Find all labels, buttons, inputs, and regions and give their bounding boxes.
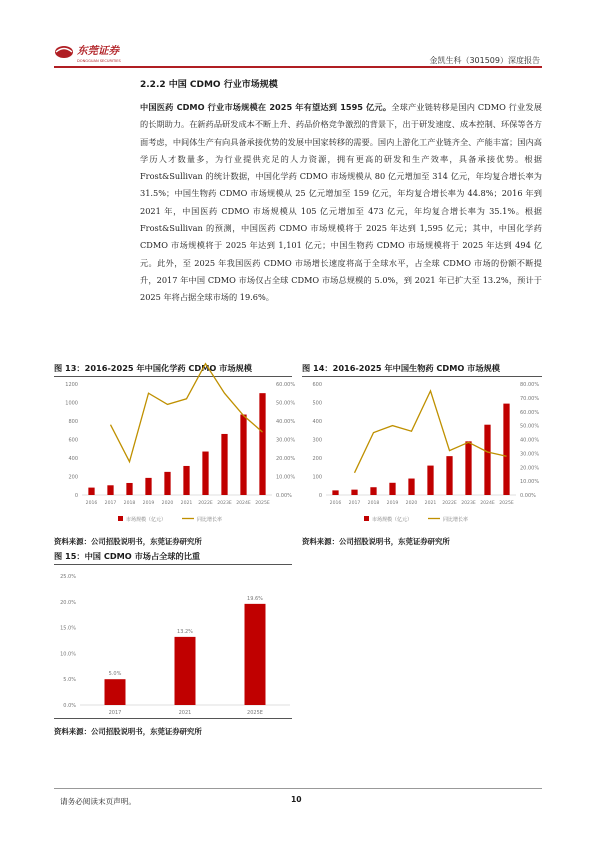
- y-tick-label: 0.0%: [63, 703, 76, 709]
- body-paragraph: [140, 99, 542, 307]
- header-divider: [54, 66, 542, 68]
- bar: [503, 404, 509, 495]
- figure-14-rule: [302, 376, 542, 377]
- x-tick-label: 2020: [405, 501, 418, 506]
- legend-swatch-bar: [364, 516, 369, 521]
- footer-disclaimer: 请务必阅读末页声明。: [60, 797, 136, 806]
- bar: [202, 452, 208, 495]
- y-left-tick-label: 600: [68, 437, 78, 444]
- y-left-tick-label: 0: [74, 493, 78, 499]
- figure-15-rule: [54, 564, 292, 565]
- figure-15-title: 图 15：中国 CDMO 市场占全球的比重: [54, 551, 201, 561]
- bar: [240, 415, 246, 495]
- y-left-tick-label: 600: [312, 382, 322, 388]
- legend-label-bar: 市场规模（亿元）: [126, 517, 167, 523]
- legend-swatch-bar: [118, 516, 123, 521]
- x-tick-label: 2024E: [480, 501, 495, 506]
- y-tick-label: 10.0%: [60, 651, 76, 658]
- x-tick-label: 2018: [123, 501, 136, 506]
- footer-divider: [54, 788, 542, 789]
- report-title: 金凯生科（301509）深度报告: [429, 56, 540, 65]
- bar: [183, 466, 189, 495]
- figure-13-title: 图 13：2016-2025 年中国化学药 CDMO 市场规模: [54, 363, 252, 373]
- bar: [107, 485, 113, 495]
- y-left-tick-label: 200: [312, 456, 322, 462]
- y-right-tick-label: 10.00%: [520, 479, 540, 486]
- bar: [245, 604, 266, 705]
- y-tick-label: 25.0%: [60, 574, 76, 580]
- figure-13-header: [54, 363, 292, 377]
- x-tick-label: 2016: [85, 501, 98, 506]
- bar-value-label: 19.6%: [247, 595, 263, 602]
- legend-label-line: 同比增长率: [197, 517, 223, 523]
- y-right-tick-label: 40.00%: [276, 419, 296, 425]
- x-tick-label: 2023E: [461, 501, 476, 506]
- y-left-tick-label: 200: [68, 474, 78, 481]
- y-right-tick-label: 70.00%: [520, 395, 540, 402]
- x-tick-label: 2025E: [247, 710, 263, 716]
- y-tick-label: 15.0%: [60, 625, 76, 632]
- y-right-tick-label: 30.00%: [276, 437, 296, 444]
- y-left-tick-label: 400: [312, 419, 322, 425]
- y-right-tick-label: 20.00%: [276, 456, 296, 462]
- figure-14-header: [302, 363, 542, 377]
- figure-14-source: 资料来源：公司招股说明书，东莞证券研究所: [302, 537, 450, 546]
- y-left-tick-label: 100: [312, 474, 322, 481]
- logo-text: 东莞证券: [77, 45, 119, 57]
- y-right-tick-label: 10.00%: [276, 474, 296, 481]
- y-tick-label: 20.0%: [60, 599, 76, 606]
- x-tick-label: 2021: [180, 501, 193, 506]
- bar: [370, 487, 376, 495]
- y-tick-label: 5.0%: [63, 677, 76, 684]
- bar: [332, 490, 338, 495]
- bar-value-label: 5.0%: [108, 671, 122, 678]
- y-right-tick-label: 50.00%: [276, 400, 296, 407]
- legend-label-bar: 市场规模（亿元）: [372, 517, 413, 523]
- chart-chemical-cdmo: [54, 378, 296, 530]
- y-right-tick-label: 60.00%: [520, 409, 540, 416]
- x-tick-label: 2020: [161, 501, 174, 506]
- growth-rate-line: [355, 391, 507, 473]
- bar: [465, 441, 471, 495]
- x-tick-label: 2023E: [217, 501, 232, 506]
- x-tick-label: 2017: [348, 501, 361, 506]
- body-sentence: 全球产业链转移是国内 CDMO 行业发展的长期助力。在新药品研发成本不断上升、药品价格竞争激烈的背景下，出于研发速度、成本控制、环保等各方面考虑，中间体生产有向具备承接优势的发展中国家转移的需要。国内上游化工产业链齐全、产能丰富；国内高学历人才数量多，为行业提供充足的人力资源，拥有更高的研发和生产效率，具备承接优势。根据 Frost&Sullivan 的统计数据，中国化学药 CDMO 市场规模从 80 亿元增加至 314 亿元，年均复合增长率为 31.5%；中国生物药 CDMO 市场规模从 25 亿元增加至 159 亿元，年均复合增长率为 44.8%；2016 年到 2021 年，中国医药 CDMO 市场规模从 105 亿元增加至 473 亿元，年均复合增长率为 35.1%。根据 Frost&Sullivan 的预测，中国医药 CDMO 市场规模将于 2025 年达到 1,595 亿元；其中，中国化学药 CDMO 市场规模将于 2025 年达到 1,101 亿元；中国生物药 CDMO 市场规模将于 2025 年达到 494 亿元。此外，至 2025 年我国医药 CDMO 市场增长速度将高于全球水平，占全球 CDMO 市场的份额不断提升，2017 年中国 CDMO 市场仅占全球 CDMO 市场总规模的 5.0%，到 2021 年已扩大至 13.2%，预计于 2025 年将占据全球市场的 19.6%。: [140, 102, 542, 303]
- y-left-tick-label: 500: [312, 400, 322, 407]
- legend-label-line: 同比增长率: [443, 517, 469, 523]
- figure-13-source: 资料来源：公司招股说明书，东莞证券研究所: [54, 537, 202, 546]
- bar: [351, 490, 357, 495]
- x-tick-label: 2017: [108, 710, 122, 716]
- bar: [408, 479, 414, 495]
- x-tick-label: 2016: [329, 501, 342, 506]
- y-right-tick-label: 30.00%: [520, 451, 540, 458]
- x-tick-label: 2019: [142, 501, 155, 506]
- logo-subtext: DONGGUAN SECURITIES: [77, 59, 121, 63]
- y-right-tick-label: 60.00%: [276, 382, 296, 388]
- figure-14-title: 图 14：2016-2025 年中国生物药 CDMO 市场规模: [302, 363, 500, 373]
- lead-sentence: 中国医药 CDMO 行业市场规模在 2025 年有望达到 1595 亿元。: [140, 102, 392, 112]
- bar: [105, 679, 126, 705]
- bar: [259, 393, 265, 495]
- x-tick-label: 2022E: [442, 501, 457, 506]
- x-tick-label: 2019: [386, 501, 399, 506]
- bar-value-label: 13.2%: [177, 628, 193, 635]
- bar: [427, 466, 433, 495]
- bar: [389, 483, 395, 495]
- bar: [221, 434, 227, 495]
- figure-15-source: 资料来源：公司招股说明书，东莞证券研究所: [54, 727, 202, 736]
- figure-13-rule: [54, 376, 292, 377]
- company-logo: [54, 41, 164, 65]
- y-left-tick-label: 400: [68, 456, 78, 462]
- x-tick-label: 2018: [367, 501, 380, 506]
- bar: [484, 425, 490, 495]
- bar: [126, 483, 132, 495]
- y-right-tick-label: 40.00%: [520, 437, 540, 444]
- y-right-tick-label: 0.00%: [520, 493, 536, 499]
- x-tick-label: 2021: [178, 710, 192, 716]
- figure-15-bottom-rule: [54, 718, 292, 719]
- bar: [164, 472, 170, 495]
- bar: [88, 488, 94, 495]
- chart-biologic-cdmo: [302, 378, 542, 530]
- x-tick-label: 2021: [424, 501, 437, 506]
- y-right-tick-label: 0.00%: [276, 493, 292, 499]
- x-tick-label: 2017: [104, 501, 117, 506]
- y-right-tick-label: 20.00%: [520, 465, 540, 472]
- y-right-tick-label: 80.00%: [520, 382, 540, 388]
- page-number: 10: [291, 795, 302, 804]
- x-tick-label: 2022E: [198, 501, 213, 506]
- figure-15-header: [54, 551, 292, 565]
- y-right-tick-label: 50.00%: [520, 423, 540, 430]
- chart-china-share-global: [54, 566, 292, 718]
- bar: [175, 637, 196, 705]
- section-heading: 2.2.2 中国 CDMO 行业市场规模: [140, 80, 278, 90]
- y-left-tick-label: 300: [312, 437, 322, 444]
- bar: [145, 478, 151, 495]
- x-tick-label: 2025E: [499, 501, 514, 506]
- y-left-tick-label: 0: [318, 493, 322, 499]
- growth-rate-line: [111, 364, 263, 462]
- x-tick-label: 2024E: [236, 501, 251, 506]
- logo-mark: [54, 41, 164, 65]
- bar: [446, 456, 452, 495]
- y-left-tick-label: 800: [68, 419, 78, 425]
- y-left-tick-label: 1000: [65, 400, 78, 407]
- y-left-tick-label: 1200: [65, 382, 78, 388]
- x-tick-label: 2025E: [255, 501, 270, 506]
